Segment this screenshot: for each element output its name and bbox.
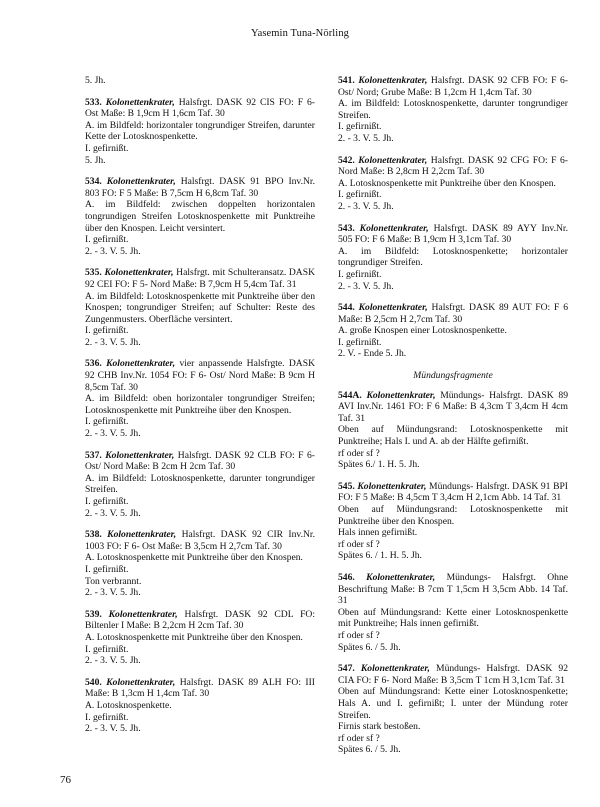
entry-line: A. im Bildfeld: horizontaler tongrundiger Streifen, darunter Kette der Lotosknospenkette.	[85, 119, 315, 143]
entry-line: 2. - 3. V. 5. Jh.	[85, 587, 141, 599]
entry-line: I. gefirnißt.	[338, 121, 382, 133]
entry-number: 535.	[85, 267, 102, 279]
entry-line: A. Lotosknospenkette mit Punktreihe über den Knospen.	[85, 631, 303, 643]
entry-line: Oben auf Mündungsrand: Kette einer Lotosknospenkette; Hals A. und I. gefirnißt; I. unter der Mündung roter Streifen.	[338, 686, 568, 721]
running-header: Yasemin Tuna-Nörling	[250, 28, 350, 39]
catalogue-entry	[338, 390, 568, 471]
entry-line: 5. Jh.	[85, 154, 106, 166]
entry-description: Mündungs- Halsfrgt. DASK 92 CIA FO: F 6- Nord Maße: B 3,5cm T 1cm H 3,1cm Taf. 31	[338, 663, 568, 686]
entry-vessel-type: Kolonettenkrater,	[108, 608, 178, 620]
entry-line: 2. - 3. V. 5. Jh.	[85, 245, 141, 257]
catalogue-entry	[338, 481, 568, 562]
entry-number: 538.	[85, 529, 102, 541]
entry-vessel-type: Kolonettenkrater,	[104, 267, 174, 279]
entry-line: I. gefirnißt.	[85, 142, 129, 154]
entry-line: Spätes 6./ 1. H. 5. Jh.	[338, 459, 420, 471]
entry-heading	[85, 450, 315, 473]
entry-description: Halsfrgt. mit Schulteransatz. DASK 92 CEI FO: F 5- Nord Maße: B 7,9cm H 5,4cm Taf. 31	[85, 267, 315, 290]
entry-heading	[338, 302, 568, 325]
entry-line: Hals innen gefirnißt.	[338, 527, 418, 539]
entry-heading	[85, 97, 315, 120]
catalogue-entry	[85, 609, 315, 667]
catalogue-entry	[338, 223, 568, 293]
entry-line: A. im Bildfeld: Lotosknospenkette, darunter tongrundiger Streifen.	[85, 472, 315, 496]
entry-heading	[338, 390, 568, 425]
entry-vessel-type: Kolonettenkrater,	[357, 480, 427, 492]
entry-heading	[85, 529, 315, 552]
entry-line: I. gefirnißt.	[85, 234, 129, 246]
entry-vessel-type: Kolonettenkrater,	[358, 154, 428, 166]
entry-number: 546.	[338, 571, 355, 583]
entry-number: 541.	[338, 75, 355, 86]
entry-number: 547.	[338, 663, 355, 675]
entry-line: Spätes 6. / 5. Jh.	[338, 641, 401, 653]
entry-vessel-type: Kolonettenkrater,	[107, 529, 177, 541]
catalogue-entry	[85, 450, 315, 520]
catalogue-entry	[85, 358, 315, 439]
entry-vessel-type: Kolonettenkrater,	[366, 571, 436, 583]
entry-line: A. Lotosknospenkette mit Punktreihe über den Knospen.	[85, 552, 303, 564]
entry-vessel-type: Kolonettenkrater,	[105, 96, 175, 108]
entry-line: I. gefirnißt.	[338, 336, 382, 348]
entry-number: 544A.	[338, 389, 362, 401]
entry-vessel-type: Kolonettenkrater,	[105, 449, 175, 461]
catalogue-entry	[85, 97, 315, 167]
catalogue-entry	[338, 302, 568, 360]
entry-line: I. gefirnißt.	[85, 643, 129, 655]
entry-line: 2. - 3. V. 5. Jh.	[85, 723, 141, 735]
entry-heading	[338, 75, 568, 98]
entry-line: 2. - 3. V. 5. Jh.	[85, 655, 141, 667]
catalogue-entry	[85, 677, 315, 735]
entry-line: Spätes 6. / 5. Jh.	[338, 744, 401, 756]
entry-line: A. im Bildfeld: oben horizontaler tongrundiger Streifen; Lotosknospenkette mit Punktreihe über den Knospen.	[85, 393, 315, 416]
entry-line: Ton verbrannt.	[85, 575, 142, 587]
entry-line: A. im Bildfeld: Lotosknospenkette, darunter tongrundiger Streifen.	[338, 98, 568, 121]
catalogue-entry	[338, 572, 568, 653]
entry-description: Halsfrgt. DASK 92 CIS FO: F 6- Ost Maße: B 1,9cm H 1,6cm Taf. 30	[85, 96, 315, 120]
entry-description: Halsfrgt. DASK 92 CIR Inv.Nr. 1003 FO: F 6- Ost Maße: B 3,5cm H 2,7cm Taf. 30	[85, 529, 315, 552]
catalogue-entry	[85, 267, 315, 348]
entry-line: I. gefirnißt.	[85, 325, 129, 337]
entry-line: A. im Bildfeld: Lotosknospenkette mit Punktreihe über den Knospen; tongrundiger Streifen; auf Schulter: Reste des Zungenmusters. Oberfläche versintert.	[85, 290, 315, 325]
entry-description: Halsfrgt. DASK 89 AUT FO: F 6 Maße: B 2,5cm H 2,7cm Taf. 30	[338, 302, 568, 325]
entry-heading	[338, 155, 568, 178]
entry-heading	[338, 481, 568, 504]
entry-heading	[338, 223, 568, 246]
entry-line: Firnis stark bestoßen.	[338, 721, 421, 733]
continued-date: 5. Jh.	[85, 75, 106, 86]
entry-line: rf oder sf ?	[338, 629, 380, 641]
entry-line: 2. - 3. V. 5. Jh.	[85, 507, 141, 519]
entry-description: Mündungs- Halsfrgt. Ohne Beschriftung Maße: B 7cm T 1,5cm H 3,5cm Abb. 14 Taf. 31	[338, 571, 568, 607]
entry-line: I. gefirnißt.	[338, 189, 382, 201]
entry-line: A. Lotosknospenkette.	[85, 699, 172, 711]
entry-description: Mündungs- Halsfrgt. DASK 91 BPI FO: F 5 Maße: B 4,5cm T 3,4cm H 2,1cm Abb. 14 Taf. 31	[338, 480, 568, 504]
catalogue-entry	[338, 75, 568, 145]
entry-line: 2. - 3. V. 5. Jh.	[338, 280, 394, 292]
entry-heading	[85, 267, 315, 290]
entry-line: Spätes 6. / 1. H. 5. Jh.	[338, 550, 422, 562]
entry-description: Halsfrgt. DASK 92 CFB FO: F 6- Ost/ Nord; Grube Maße: B 1,2cm H 1,4cm Taf. 30	[338, 75, 568, 98]
entry-number: 533.	[85, 96, 102, 108]
left-column	[85, 75, 315, 745]
entry-line: I. gefirnißt.	[85, 563, 129, 575]
entry-heading	[85, 677, 315, 700]
entry-vessel-type: Kolonettenkrater,	[360, 663, 430, 675]
entry-heading	[85, 609, 315, 632]
entry-number: 543.	[338, 222, 355, 234]
entry-number: 545.	[338, 480, 355, 492]
entry-line: rf oder sf ?	[338, 732, 380, 744]
entry-line: rf oder sf ?	[338, 447, 380, 459]
entry-line: 2. - 3. V. 5. Jh.	[85, 336, 141, 348]
entry-line: Oben auf Mündungsrand: Kette einer Lotosknospenkette mit Punktreihe; Hals innen gefirnißt.	[338, 606, 568, 630]
entry-line: A. im Bildfeld: zwischen doppelten horizontalen tongrundigen Streifen Lotosknospenkette mit Punktreihe über den Knospen. Leicht versintert.	[85, 199, 315, 234]
entry-number: 540.	[85, 676, 102, 688]
entry-number: 542.	[338, 154, 355, 166]
entry-vessel-type: Kolonettenkrater,	[106, 676, 176, 688]
entry-line: A. Lotosknospenkette mit Punktreihe über den Knospen.	[338, 177, 556, 189]
entry-line: Oben auf Mündungsrand: Lotosknospenkette mit Punktreihe über den Knospen.	[338, 504, 568, 527]
entry-number: 539.	[85, 608, 102, 620]
entry-description: vier anpassende Halsfrgte. DASK 92 CHB Inv.Nr. 1054 FO: F 6- Ost/ Nord Maße: B 9cm H 8,5cm Taf. 30	[85, 358, 316, 393]
entry-vessel-type: Kolonettenkrater,	[358, 75, 428, 86]
entry-line: 2. V. - Ende 5. Jh.	[338, 348, 407, 360]
entry-number: 534.	[85, 176, 102, 188]
entry-number: 536.	[85, 358, 102, 370]
entry-line: I. gefirnißt.	[338, 268, 382, 280]
entry-description: Halsfrgt. DASK 92 CLB FO: F 6- Ost/ Nord Maße: B 2cm H 2cm Taf. 30	[85, 449, 315, 473]
entry-line: A. große Knospen einer Lotosknospenkette.	[338, 325, 507, 337]
entry-number: 537.	[85, 449, 102, 461]
entry-vessel-type: Kolonettenkrater,	[366, 389, 436, 401]
entry-line: 2. - 3. V. 5. Jh.	[85, 428, 141, 440]
entry-description: Mündungs- Halsfrgt. DASK 89 AVI Inv.Nr. 1461 FO: F 6 Maße: B 4,3cm T 3,4cm H 4cm Taf. 31	[338, 389, 569, 424]
left-entries	[85, 97, 315, 735]
entry-description: Halsfrgt. DASK 89 AYY Inv.Nr. 505 FO: F 6 Maße: B 1,9cm H 3,1cm Taf. 30	[338, 222, 568, 246]
section-title: Mündungsfragmente	[413, 370, 493, 382]
entry-line: A. im Bildfeld: Lotosknospenkette; horizontaler tongrundiger Streifen.	[338, 245, 568, 269]
entry-line: I. gefirnißt.	[85, 711, 129, 723]
entry-vessel-type: Kolonettenkrater,	[106, 176, 176, 188]
right-column	[338, 75, 568, 766]
right-entries-a	[338, 75, 568, 360]
entry-vessel-type: Kolonettenkrater,	[106, 358, 176, 370]
entry-heading	[338, 663, 568, 686]
entry-description: Halsfrgt. DASK 91 BPO Inv.Nr. 803 FO: F 5 Maße: B 7,5cm H 6,8cm Taf. 30	[85, 176, 315, 199]
catalogue-entry	[85, 529, 315, 599]
entry-line: I. gefirnißt.	[85, 416, 129, 428]
entry-description: Halsfrgt. DASK 92 CFG FO: F 6- Nord Maße: B 2,8cm H 2,2cm Taf. 30	[338, 154, 568, 178]
entry-heading	[85, 358, 315, 393]
page-number: 76	[60, 774, 71, 786]
entry-line: I. gefirnißt.	[85, 496, 129, 507]
catalogue-entry	[338, 663, 568, 756]
entry-vessel-type: Kolonettenkrater,	[359, 222, 429, 234]
catalogue-entry	[85, 176, 315, 257]
entry-line: 2. - 3. V. 5. Jh.	[338, 200, 394, 212]
entry-heading	[85, 176, 315, 199]
entry-description: Halsfrgt. DASK 92 CDL FO: Biltenler I Maße: B 2,2cm H 2cm Taf. 30	[85, 608, 315, 632]
entry-description: Halsfrgt. DASK 89 ALH FO: III Maße: B 1,3cm H 1,4cm Taf. 30	[85, 676, 316, 700]
entry-heading	[338, 572, 568, 607]
entry-line: 2. - 3. V. 5. Jh.	[338, 132, 394, 144]
entry-line: rf oder sf ?	[338, 538, 380, 550]
catalogue-entry	[338, 155, 568, 213]
right-entries-b	[338, 390, 568, 756]
entry-vessel-type: Kolonettenkrater,	[358, 302, 428, 314]
entry-number: 544.	[338, 302, 355, 314]
entry-line: Oben auf Mündungsrand: Lotosknospenkette mit Punktreihe; Hals I. und A. ab der Hälfte gefirnißt.	[338, 424, 568, 448]
